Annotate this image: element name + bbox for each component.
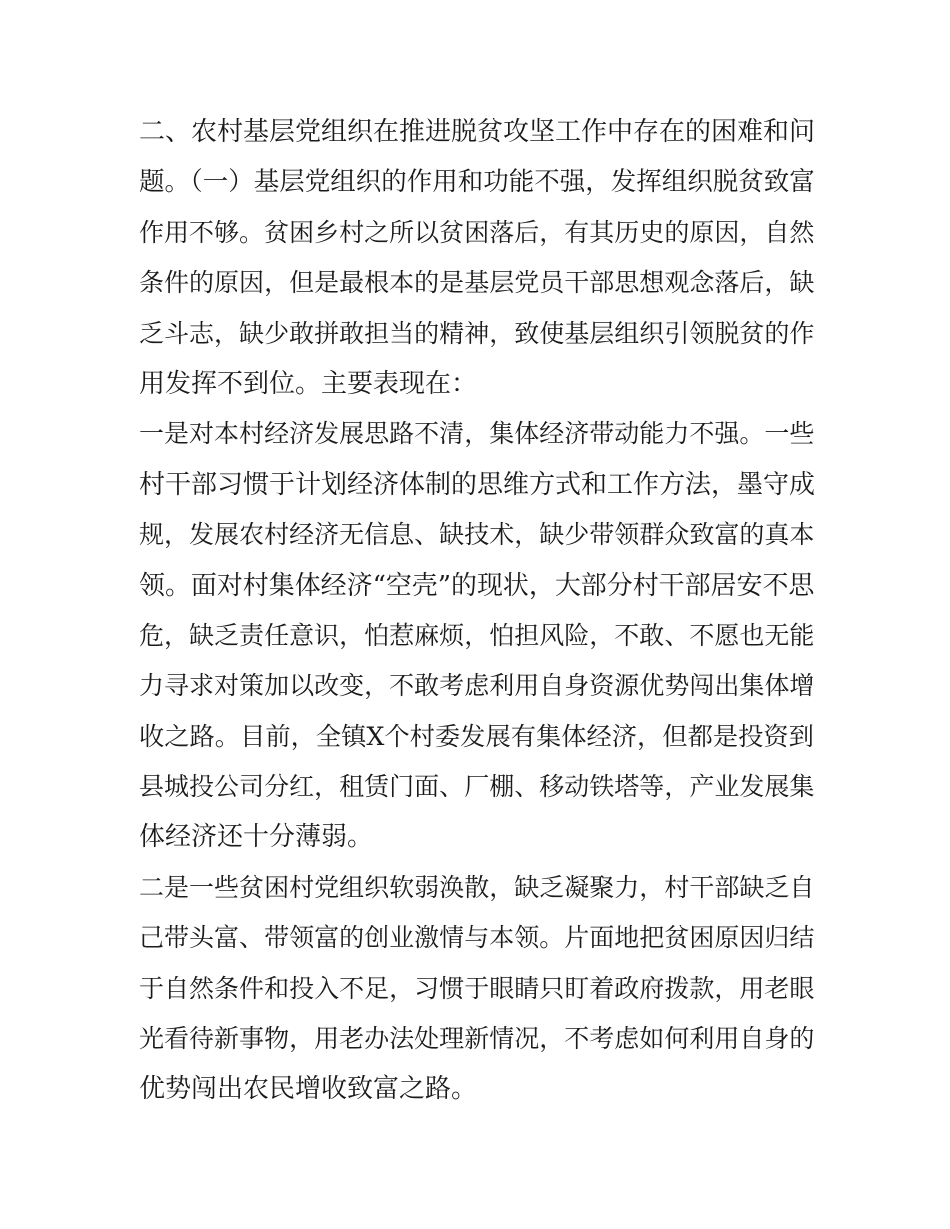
document-body — [139, 112, 815, 1120]
text-line: 优势闯出农民增收致富之路。 — [139, 1074, 478, 1105]
text-line: 危，缺乏责任意识，怕惹麻烦，怕担风险，不敢、不愿也无能 — [139, 620, 815, 650]
text-line: 收之路。目前，全镇X个村委发展有集体经济，但都是投资到 — [139, 721, 814, 751]
text-line: 乏斗志，缺少敢拼敢担当的精神，致使基层组织引领脱贫的作 — [139, 318, 815, 348]
text-line: 作用不够。贫困乡村之所以贫困落后，有其历史的原因，自然 — [139, 217, 815, 247]
text-line: 题。（一）基层党组织的作用和功能不强，发挥组织脱贫致富 — [139, 167, 815, 198]
text-line: 二、农村基层党组织在推进脱贫攻坚工作中存在的困难和问 — [139, 117, 816, 147]
text-line: 于自然条件和投入不足，习惯于眼睛只盯着政府拨款，用老眼 — [139, 973, 815, 1003]
text-line: 光看待新事物，用老办法处理新情况，不考虑如何利用自身的 — [139, 1024, 815, 1054]
text-line: 领。面对村集体经济“空壳”的现状，大部分村干部居安不思 — [139, 570, 815, 601]
text-line: 规，发展农村经济无信息、缺技术，缺少带领群众致富的真本 — [139, 520, 815, 550]
text-line: 力寻求对策加以改变，不敢考虑利用自身资源优势闯出集体增 — [139, 671, 815, 701]
text-line: 条件的原因，但是最根本的是基层党员干部思想观念落后，缺 — [139, 268, 815, 298]
text-line: 己带头富、带领富的创业激情与本领。片面地把贫困原因归结 — [139, 923, 815, 953]
text-line: 体经济还十分薄弱。 — [139, 822, 374, 853]
text-line: 村干部习惯于计划经济体制的思维方式和工作方法，墨守成 — [139, 469, 816, 500]
text-line: 用发挥不到位。主要表现在： — [139, 368, 478, 399]
text-line: 一是对本村经济发展思路不清，集体经济带动能力不强。一些 — [139, 419, 815, 449]
text-line: 二是一些贫困村党组织软弱涣散，缺乏凝聚力，村干部缺乏自 — [139, 872, 815, 902]
text-line: 县城投公司分红，租赁门面、厂棚、移动铁塔等，产业发展集 — [139, 772, 815, 802]
